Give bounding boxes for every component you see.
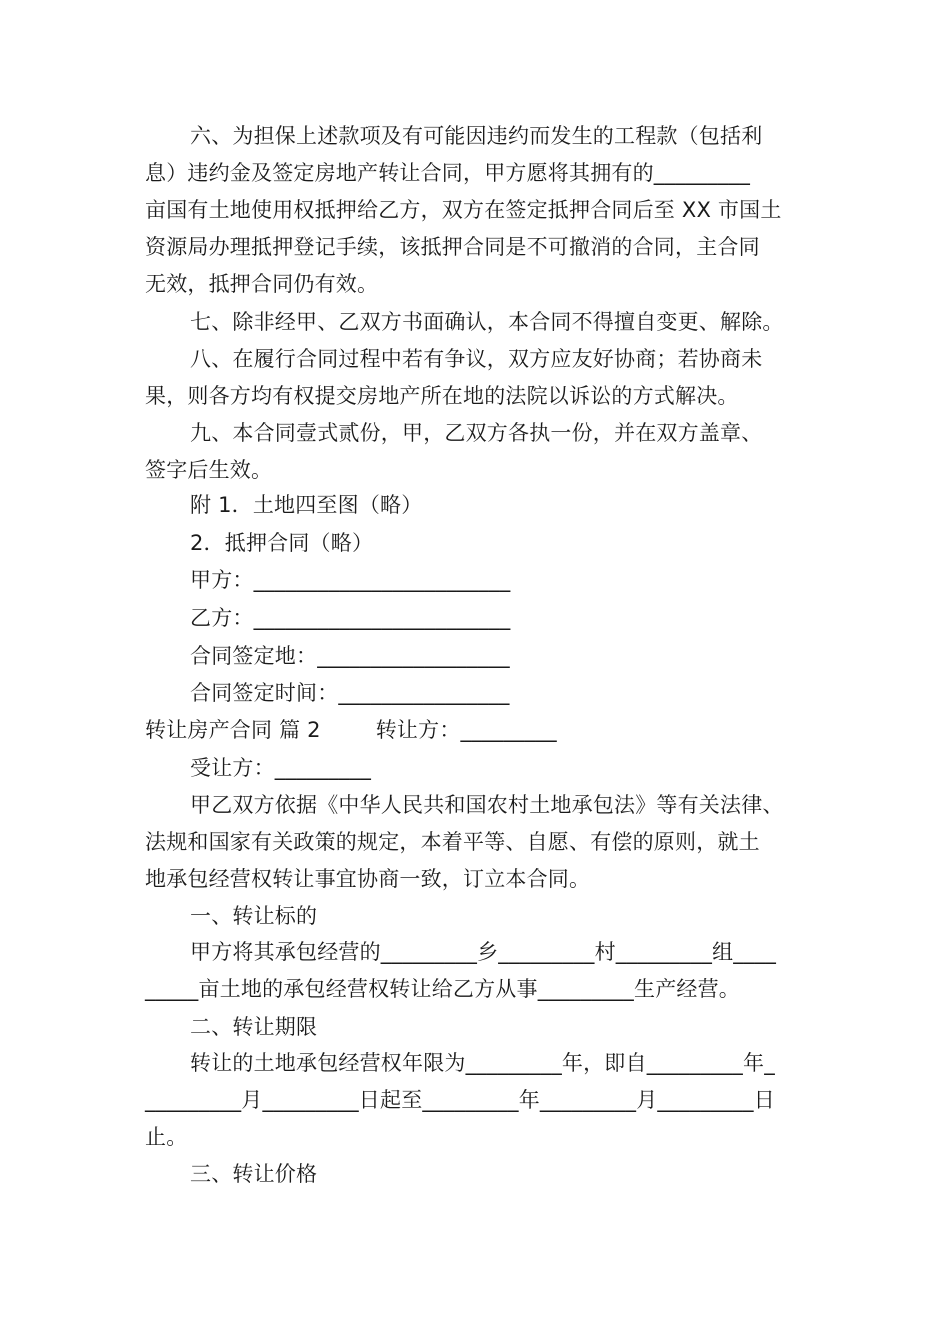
text-line: 地承包经营权转让事宜协商一致，订立本合同。 bbox=[145, 867, 591, 891]
text-line: 法规和国家有关政策的规定，本着平等、自愿、有偿的原则，就土 bbox=[145, 830, 760, 854]
text-line: 息）违约金及签定房地产转让合同，甲方愿将其拥有的_________ bbox=[145, 161, 751, 185]
text-line: 六、为担保上述款项及有可能因违约而发生的工程款（包括利 bbox=[190, 124, 763, 148]
signature-line-party-b: 乙方：________________________ bbox=[190, 606, 511, 630]
text-line: 八、在履行合同过程中若有争议，双方应友好协商；若协商未 bbox=[190, 347, 763, 371]
text-line: 亩国有土地使用权抵押给乙方，双方在签定抵押合同后至 XX 市国土 bbox=[145, 198, 782, 222]
text-line: 甲乙双方依据《中华人民共和国农村土地承包法》等有关法律、 bbox=[190, 793, 784, 817]
text-line: 甲方将其承包经营的_________乡_________村_________组____ bbox=[190, 940, 777, 964]
text-line: 资源局办理抵押登记手续，该抵押合同是不可撤消的合同，主合同 bbox=[145, 235, 760, 259]
text-line: 果，则各方均有权提交房地产所在地的法院以诉讼的方式解决。 bbox=[145, 384, 739, 408]
signature-line-party-a: 甲方：________________________ bbox=[190, 568, 511, 592]
text-line: 九、本合同壹式贰份，甲，乙双方各执一份，并在双方盖章、 bbox=[190, 421, 763, 445]
clause-heading: 二、转让期限 bbox=[190, 1015, 318, 1039]
text-line: 2．抵押合同（略） bbox=[190, 531, 374, 555]
text-line: _________月_________日起至_________年_________月_________日 bbox=[145, 1088, 775, 1112]
signing-place-line: 合同签定地：__________________ bbox=[190, 644, 510, 668]
text-line: 转让的土地承包经营权年限为_________年，即自_________年_ bbox=[190, 1051, 775, 1075]
text-line: 止。 bbox=[145, 1125, 188, 1149]
clause-heading: 一、转让标的 bbox=[190, 904, 318, 928]
text-line: _____亩土地的承包经营权转让给乙方从事_________生产经营。 bbox=[145, 977, 740, 1001]
clause-heading: 三、转让价格 bbox=[190, 1162, 318, 1186]
text-line: 七、除非经甲、乙双方书面确认，本合同不得擅自变更、解除。 bbox=[190, 310, 784, 334]
section-heading: 转让房产合同 篇 2 转让方：_________ bbox=[145, 718, 557, 742]
signing-time-line: 合同签定时间：________________ bbox=[190, 681, 510, 705]
text-line: 签字后生效。 bbox=[145, 458, 273, 482]
text-line: 附 1．土地四至图（略） bbox=[190, 493, 423, 517]
text-line: 无效，抵押合同仍有效。 bbox=[145, 272, 379, 296]
text-line: 受让方：_________ bbox=[190, 756, 372, 780]
